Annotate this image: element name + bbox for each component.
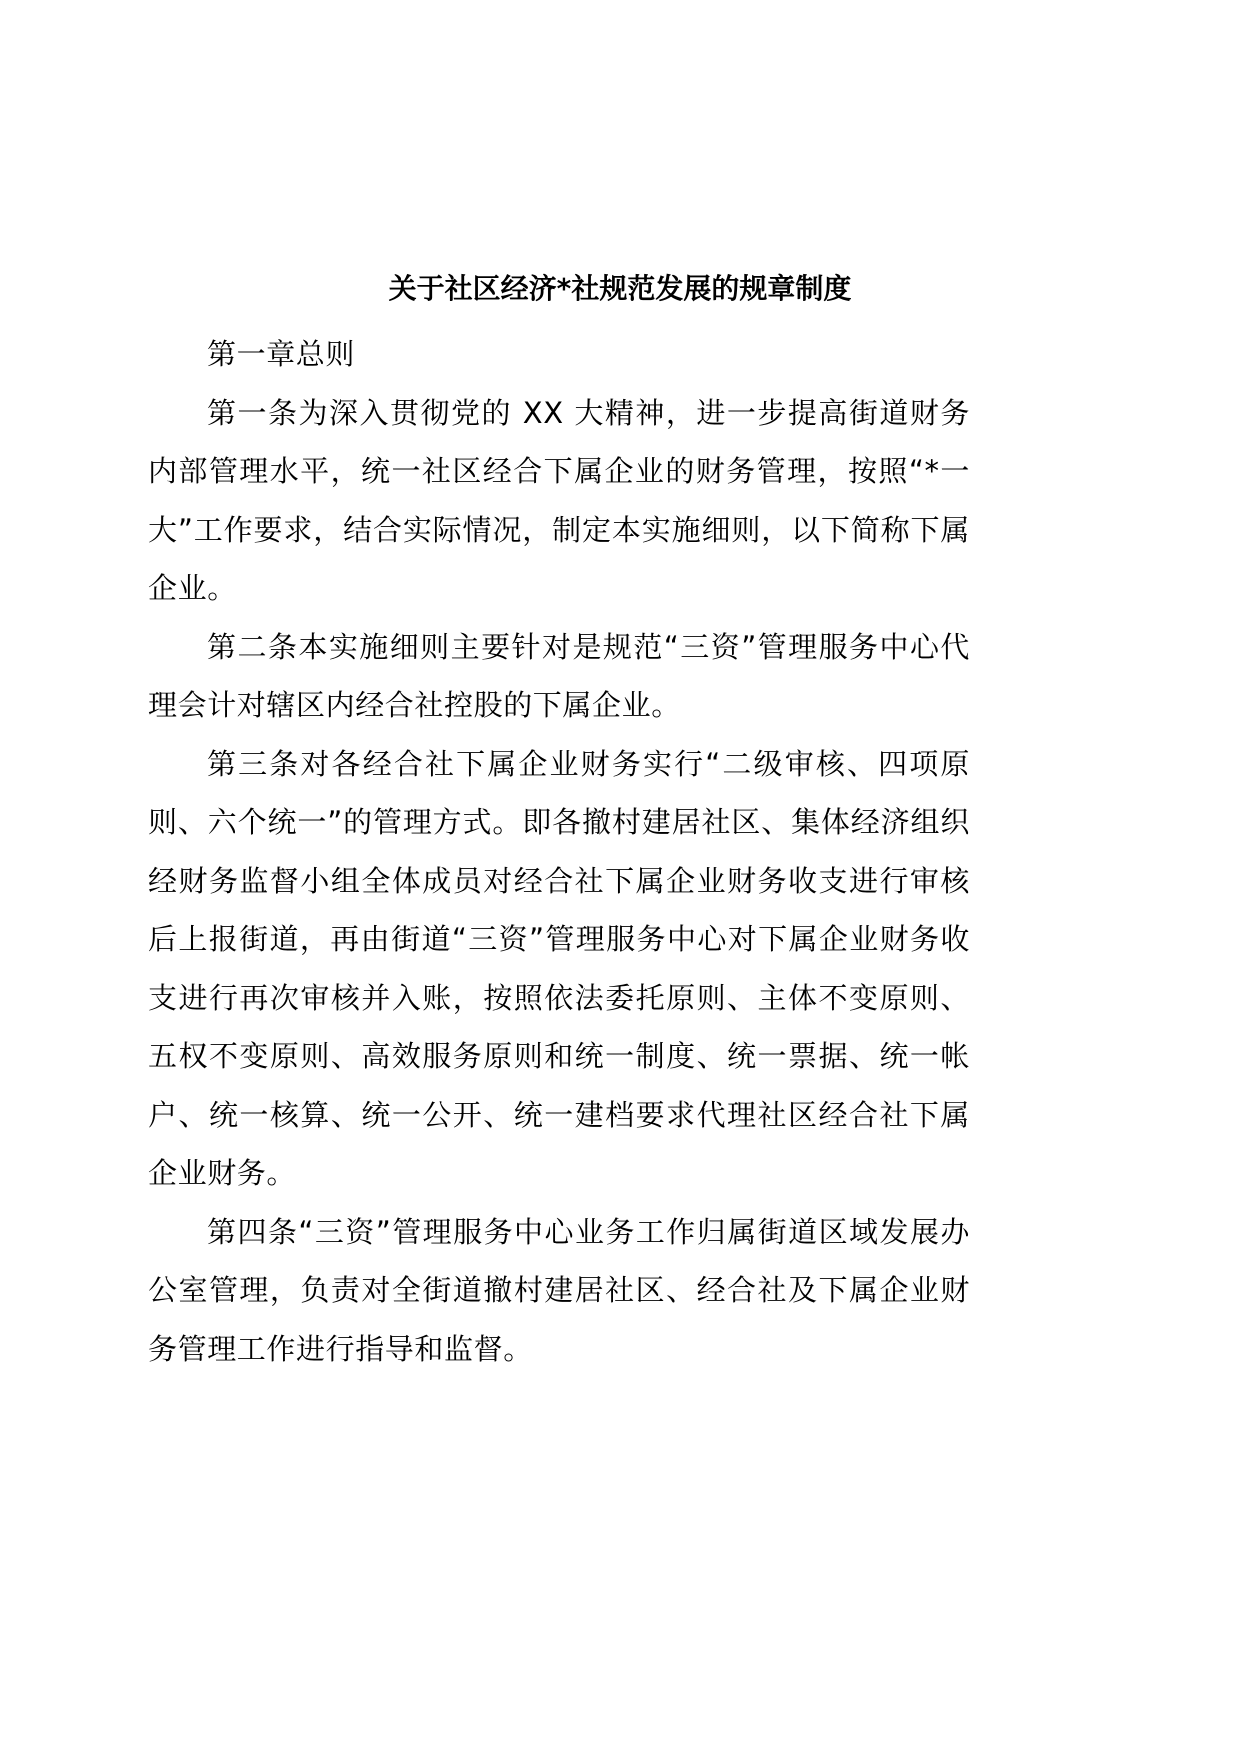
- article-2-paragraph: 第二条本实施细则主要针对是规范“三资”管理服务中心代理会计对辖区内经合社控股的下属企业。: [148, 629, 970, 722]
- document-body: [148, 325, 970, 1378]
- chapter-heading: 第一章总则: [207, 337, 356, 371]
- article-1-paragraph: 第一条为深入贯彻党的 XX 大精神，进一步提高街道财务内部管理水平，统一社区经合下属企业的财务管理，按照“*一大”工作要求，结合实际情况，制定本实施细则，以下简称下属企业。: [148, 395, 970, 605]
- document-title: 关于社区经济*社规范发展的规章制度: [388, 271, 852, 305]
- article-3-paragraph: 第三条对各经合社下属企业财务实行“二级审核、四项原则、六个统一”的管理方式。即各撤村建居社区、集体经济组织经财务监督小组全体成员对经合社下属企业财务收支进行审核后上报街道，再由街道“三资”管理服务中心对下属企业财务收支进行再次审核并入账，按照依法委托原则、主体不变原则、五权不变原则、高效服务原则和统一制度、统一票据、统一帐户、统一核算、统一公开、统一建档要求代理社区经合社下属企业财务。: [148, 746, 970, 1190]
- article-4-paragraph: 第四条“三资”管理服务中心业务工作归属街道区域发展办公室管理，负责对全街道撤村建居社区、经合社及下属企业财务管理工作进行指导和监督。: [148, 1214, 970, 1366]
